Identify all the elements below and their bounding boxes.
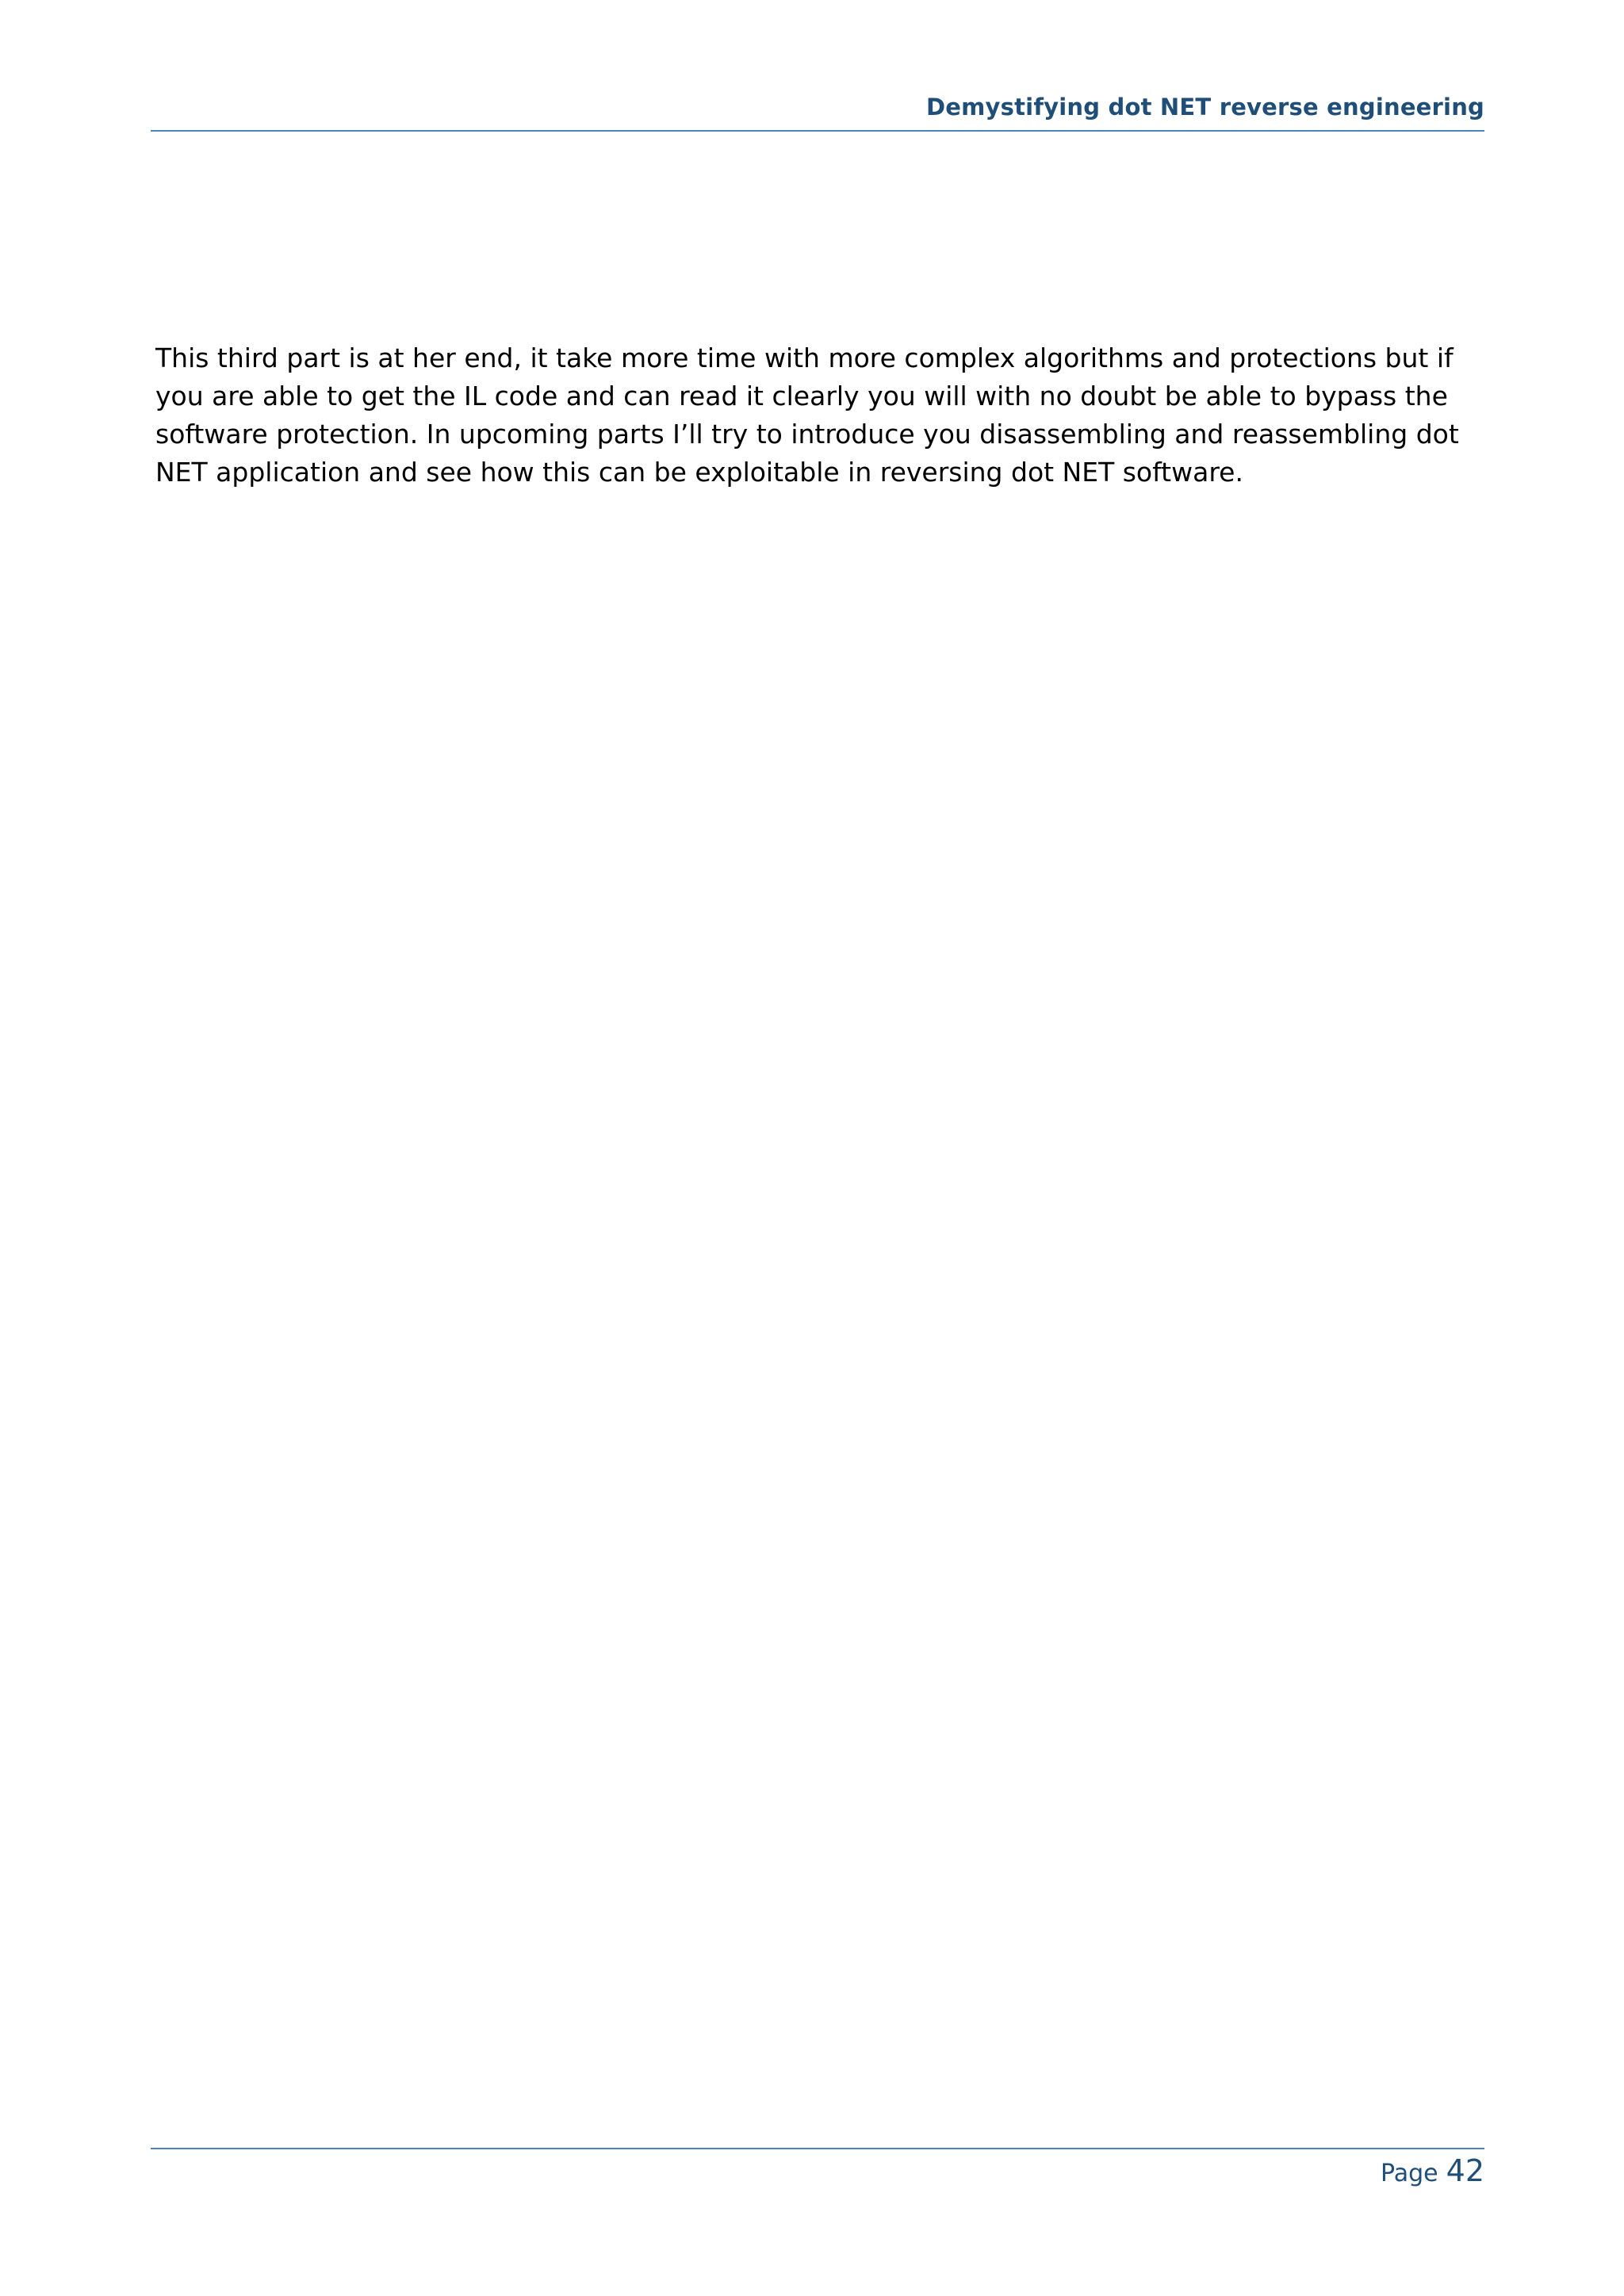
body-paragraph: This third part is at her end, it take more time with more complex algorithms and protections but if you are able to get the IL code and can read it clearly you will with no doubt be able to bypass the software protection. In upcoming parts I’ll try to introduce you disassembling and reassembling dot NET application and see how this can be exploitable in reversing dot NET software. — [155, 342, 1459, 488]
page-number-footer — [1381, 2153, 1484, 2188]
header-rule — [151, 130, 1484, 132]
footer-rule — [151, 2148, 1484, 2149]
page-label: Page — [1381, 2160, 1438, 2187]
running-header-title: Demystifying dot NET reverse engineering — [926, 94, 1484, 121]
page-number: 42 — [1446, 2153, 1484, 2188]
